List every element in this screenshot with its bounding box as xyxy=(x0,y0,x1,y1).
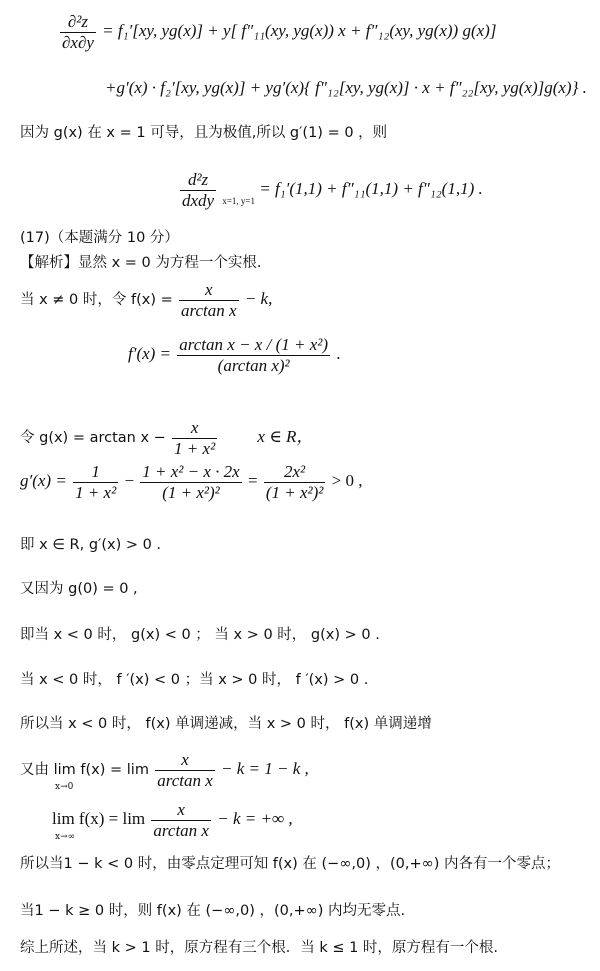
fraction-denominator: dxdy xyxy=(182,190,215,210)
fraction-denominator: arctan x xyxy=(181,300,237,320)
text-segment: − k = 1 − k , xyxy=(221,758,309,778)
fraction-denominator: ∂x∂y xyxy=(62,32,94,52)
conclusion-line: 综上所述，当 k > 1 时，原方程有三个根．当 k ≤ 1 时，原方程有一个根. xyxy=(20,940,499,956)
limit-subscript: x→0 xyxy=(55,782,74,792)
fraction-d2z xyxy=(180,170,216,210)
text-line: 因为 g(x) 在 x = 1 可导，且为极值,所以 g′(1) = 0 ，则 xyxy=(20,125,388,141)
fraction-numerator: x xyxy=(155,750,215,771)
fraction-denominator: arctan x xyxy=(157,770,213,790)
fraction-numerator: 1 xyxy=(73,462,118,483)
fraction xyxy=(264,462,326,502)
text-segment: x ∈ R， xyxy=(257,426,314,446)
fraction-d2z-dxdy xyxy=(60,12,96,52)
fraction-denominator: (1 + x²)² xyxy=(265,482,324,502)
equation-mixed-partial xyxy=(58,12,496,52)
fraction-numerator: ∂²z xyxy=(60,12,96,33)
fraction-denominator: (arctan x)² xyxy=(217,355,290,375)
fraction xyxy=(155,750,215,790)
text-line: 又因为 g(0) = 0 , xyxy=(20,581,138,597)
fraction xyxy=(177,335,330,375)
fraction-numerator: arctan x − x / (1 + x²) xyxy=(179,335,329,354)
text-segment: . xyxy=(336,343,341,363)
fraction xyxy=(172,418,217,458)
definition-g xyxy=(20,418,313,458)
evaluation-subscript: x=1, y=1 xyxy=(222,195,255,206)
fraction-numerator: x xyxy=(179,280,239,301)
text-line: 所以当 x < 0 时， f(x) 单调递减，当 x > 0 时， f(x) 单调递增 xyxy=(20,716,432,732)
text-segment: 令 g(x) = arctan x − xyxy=(20,429,166,446)
text-segment: − k, xyxy=(244,288,273,308)
text-line: 所以当1 − k < 0 时，由零点定理可知 f(x) 在 (−∞,0) ，(0,+∞) 内各有一个零点； xyxy=(20,856,560,872)
text-segment: 又由 lim f(x) = lim xyxy=(20,761,149,778)
equation-continuation: +g′(x) · f₂′[xy, yg(x)] + yg′(x){ f″₁₂[xy, yg(x)] · x + f″₂₂[xy, yg(x)]g(x)} . xyxy=(105,78,587,97)
limit-subscript: x→∞ xyxy=(55,832,76,842)
text-segment: lim f(x) = lim xyxy=(52,808,146,828)
fraction xyxy=(179,280,239,320)
text-line: 当 x < 0 时， f ′(x) < 0 ；当 x > 0 时， f ′(x) > 0 . xyxy=(20,672,369,688)
text-line: 即 x ∈ R, g′(x) > 0 . xyxy=(20,537,162,553)
fraction-denominator: arctan x xyxy=(153,820,209,840)
text-line: 即当 x < 0 时， g(x) < 0 ； 当 x > 0 时， g(x) > 0 . xyxy=(20,627,380,643)
text-segment: − k = +∞ , xyxy=(217,808,293,828)
fraction-numerator: x xyxy=(151,800,211,821)
fraction-denominator: (1 + x²)² xyxy=(162,482,220,502)
equation-rhs: = f₁′(1,1) + f″₁₁(1,1) + f″₁₂(1,1) . xyxy=(259,178,483,198)
derivative-g xyxy=(20,462,362,502)
fraction-numerator: 2x² xyxy=(264,462,326,483)
text-segment: 当 x ≠ 0 时，令 f(x) = xyxy=(20,291,173,308)
text-segment: − xyxy=(124,470,135,490)
text-segment: > 0 , xyxy=(331,470,363,490)
fraction-numerator: 1 + x² − x · 2x xyxy=(142,462,240,481)
text-line: 当1 − k ≥ 0 时，则 f(x) 在 (−∞,0) ，(0,+∞) 内均无零点. xyxy=(20,903,406,919)
text-segment: = xyxy=(247,470,258,490)
fraction xyxy=(140,462,241,502)
problem-header: (17)（本题满分 10 分） xyxy=(20,230,179,246)
fraction-denominator: 1 + x² xyxy=(174,438,216,458)
derivative-f xyxy=(128,335,341,375)
equation-rhs: = f₁′[xy, yg(x)] + y[ f″₁₁(xy, yg(x)) x + f″₁₂(xy, yg(x)) g(x)] xyxy=(102,20,497,40)
analysis-line: 【解析】显然 x = 0 为方程一个实根. xyxy=(20,255,262,271)
fraction-numerator: d²z xyxy=(180,170,216,191)
fraction-numerator: x xyxy=(172,418,217,439)
text-segment: g′(x) = xyxy=(20,470,67,490)
fraction-denominator: 1 + x² xyxy=(75,482,117,502)
definition-f xyxy=(20,280,272,320)
fraction xyxy=(151,800,211,840)
text-segment: f′(x) = xyxy=(128,343,172,363)
limit-at-infinity xyxy=(52,800,293,840)
equation-evaluated xyxy=(178,170,483,210)
fraction xyxy=(73,462,118,502)
